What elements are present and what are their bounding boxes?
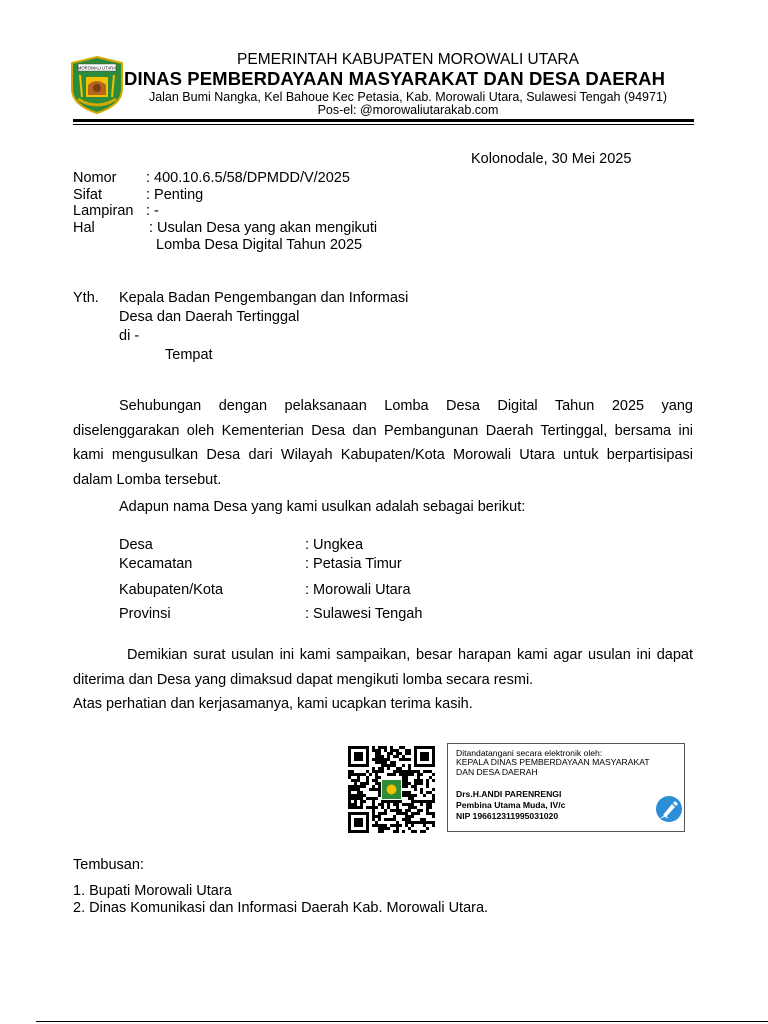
hal-value-line2: Lomba Desa Digital Tahun 2025 — [156, 237, 363, 253]
nomor-value: : 400.10.6.5/58/DPMDD/V/2025 — [146, 170, 350, 186]
letterhead-government: PEMERINTAH KABUPATEN MOROWALI UTARA — [237, 51, 579, 68]
sifat-value: : Penting — [146, 187, 204, 203]
signature-name: Drs.H.ANDI PARENRENGI — [456, 789, 562, 799]
tembusan-item-1: 1. Bupati Morowali Utara — [73, 883, 232, 899]
body-paragraph-4: Atas perhatian dan kerjasamanya, kami ucapkan terima kasih. — [73, 696, 473, 712]
signature-nip: NIP 196612311995031020 — [456, 811, 559, 821]
detail-provinsi-value: : Sulawesi Tengah — [305, 606, 423, 622]
recipient-line4: Tempat — [165, 347, 213, 363]
signature-line3: DAN DESA DAERAH — [456, 767, 538, 777]
letterhead-rule-thick — [73, 119, 694, 122]
detail-desa-value: : Ungkea — [305, 537, 364, 553]
signature-line2: KEPALA DINAS PEMBERDAYAAN MASYARAKAT — [456, 757, 650, 767]
footer-rule — [36, 1021, 768, 1022]
detail-kecamatan-value: : Petasia Timur — [305, 556, 402, 572]
recipient-yth: Yth. — [73, 290, 99, 306]
signature-rank: Pembina Utama Muda, IV/c — [456, 800, 566, 810]
lampiran-label: Lampiran — [73, 203, 134, 219]
detail-kecamatan-label: Kecamatan — [119, 556, 193, 572]
letter-date: Kolonodale, 30 Mei 2025 — [471, 151, 632, 167]
tembusan-title: Tembusan: — [73, 857, 144, 873]
e-signature-pen-icon — [655, 795, 683, 823]
letterhead-address: Jalan Bumi Nangka, Kel Bahoue Kec Petasia, Kab. Morowali Utara, Sulawesi Tengah (94971) — [148, 90, 668, 104]
body-paragraph-2: Adapun nama Desa yang kami usulkan adalah sebagai berikut: — [119, 499, 526, 515]
detail-provinsi-label: Provinsi — [119, 606, 171, 622]
logo-text: MOROWALI UTARA — [77, 65, 117, 71]
qr-code-icon — [346, 746, 438, 834]
signature-line1: Ditandatangani secara elektronik oleh: — [456, 748, 603, 758]
lampiran-value: : - — [146, 203, 159, 219]
body-paragraph-3: Demikian surat usulan ini kami sampaikan, besar harapan kami agar usulan ini dapat diterima dan Desa yang dimaksud dapat mengikuti lomba secara resmi. — [73, 647, 693, 688]
e-signature-box — [447, 743, 685, 832]
hal-value-line1: : Usulan Desa yang akan mengikuti — [149, 220, 378, 236]
hal-label: Hal — [73, 220, 95, 236]
body-paragraph-1: Sehubungan dengan pelaksanaan Lomba Desa Digital Tahun 2025 yang diselenggarakan oleh Kementerian Desa dan Pembangunan Daerah Tertinggal, bersama ini kami mengusulkan Desa dari Wilayah Kabupaten/Kota Morowali Utara untuk berpartisipasi dalam Lomba tersebut. — [73, 398, 693, 488]
detail-kabupaten-label: Kabupaten/Kota — [119, 582, 224, 598]
recipient-line1: Kepala Badan Pengembangan dan Informasi — [119, 290, 409, 306]
recipient-line2: Desa dan Daerah Tertinggal — [119, 309, 300, 325]
sifat-label: Sifat — [73, 187, 103, 203]
recipient-line3: di - — [119, 328, 140, 344]
detail-desa-label: Desa — [119, 537, 153, 553]
detail-kabupaten-value: : Morowali Utara — [305, 582, 411, 598]
letterhead-email: Pos-el: @morowaliutarakab.com — [317, 103, 499, 117]
letterhead-rule-thin — [73, 124, 694, 125]
nomor-label: Nomor — [73, 170, 117, 186]
letterhead-agency: DINAS PEMBERDAYAAN MASYARAKAT DAN DESA DAERAH — [124, 68, 666, 89]
tembusan-item-2: 2. Dinas Komunikasi dan Informasi Daerah Kab. Morowali Utara. — [73, 900, 489, 916]
